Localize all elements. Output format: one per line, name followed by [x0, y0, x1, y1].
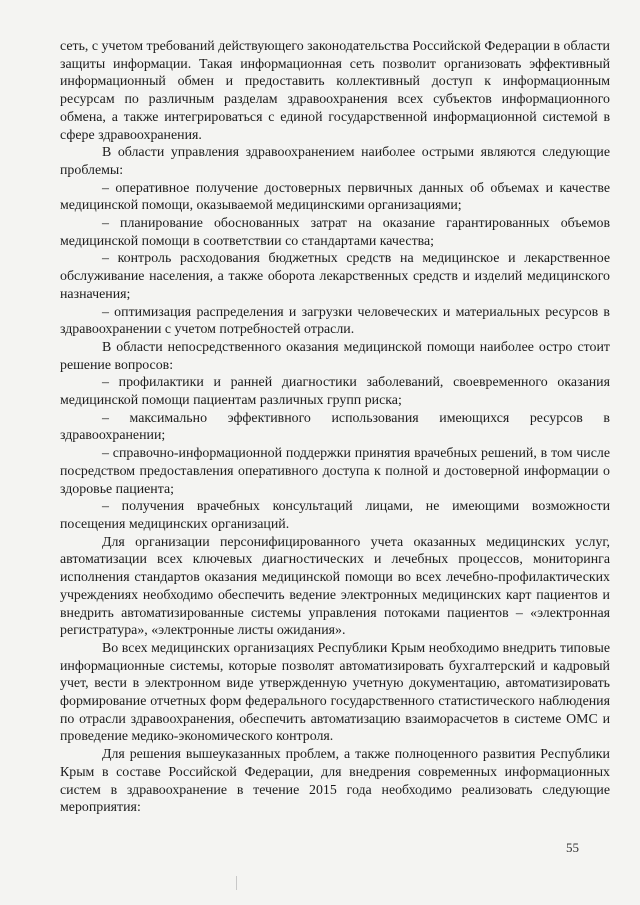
paragraph: Во всех медицинских организациях Республики Крым необходимо внедрить типовые информационные системы, которые позволят автоматизировать бухгалтерский и кадровый учет, вести в электронном виде утвержденную учетную документацию, автоматизировать формирование отчетных форм федерального государственного статистического наблюдения по отрасли здравоохранения, обеспечить автоматизацию взаиморасчетов в системе ОМС и проведение медико-экономического контроля. [60, 640, 610, 745]
paragraph: В области управления здравоохранением наиболее острыми являются следующие проблемы: [60, 145, 610, 178]
paragraph: – справочно-информационной поддержки принятия врачебных решений, в том числе посредством предоставления оперативного доступа к полной и достоверной информации о здоровье пациента; [60, 446, 610, 497]
paragraph: – профилактики и ранней диагностики заболеваний, своевременного оказания медицинской помощи пациентам различных групп риска; [60, 375, 610, 409]
paragraph: – максимально эффективного использования имеющихся ресурсов в здравоохранении; [60, 410, 610, 444]
paragraph: сеть, с учетом требований действующего законодательства Российской Федерации в области защиты информации. Такая информационная сеть позволит организовать эффективный информационный обмен и предоставить коллективный доступ к информационным ресурсам по различным разделам здравоохранения всех субъектов информационного обмена, а также интегрироваться с единой государственной информационной системой в сфере здравоохранения. [60, 39, 610, 143]
scan-mark [236, 876, 237, 890]
paragraph: Для решения вышеуказанных проблем, а также полноценного развития Республики Крым в составе Российской Федерации, для внедрения современных информационных систем в здравоохранение в течение 2015 года необходимо реализовать следующие мероприятия: [60, 747, 610, 816]
paragraph: – оперативное получение достоверных первичных данных об объемах и качестве медицинской помощи, оказываемой медицинскими организациями; [60, 180, 610, 214]
body-text [60, 38, 610, 817]
paragraph: – контроль расходования бюджетных средств на медицинское и лекарственное обслуживание населения, а также оборота лекарственных средств и изделий медицинского назначения; [60, 251, 610, 302]
paragraph: – получения врачебных консультаций лицами, не имеющими возможности посещения медицинских организаций. [60, 499, 610, 532]
paragraph: Для организации персонифицированного учета оказанных медицинских услуг, автоматизации всех ключевых диагностических и лечебных процессов, мониторинга исполнения стандартов оказания медицинской помощи во всех лечебно-профилактических учреждениях необходимо обеспечить ведение электронных медицинских карт пациентов и внедрить автоматизированные системы управления потоками пациентов – «электронная регистратура», «электронные листы ожидания». [60, 534, 610, 639]
paragraph: – оптимизация распределения и загрузки человеческих и материальных ресурсов в здравоохранении с учетом потребностей отрасли. [60, 304, 610, 338]
paragraph: В области непосредственного оказания медицинской помощи наиболее остро стоит решение вопросов: [60, 339, 610, 373]
page-number: 55 [566, 840, 579, 855]
paragraph: – планирование обоснованных затрат на оказание гарантированных объемов медицинской помощи в соответствии со стандартами качества; [60, 216, 610, 249]
